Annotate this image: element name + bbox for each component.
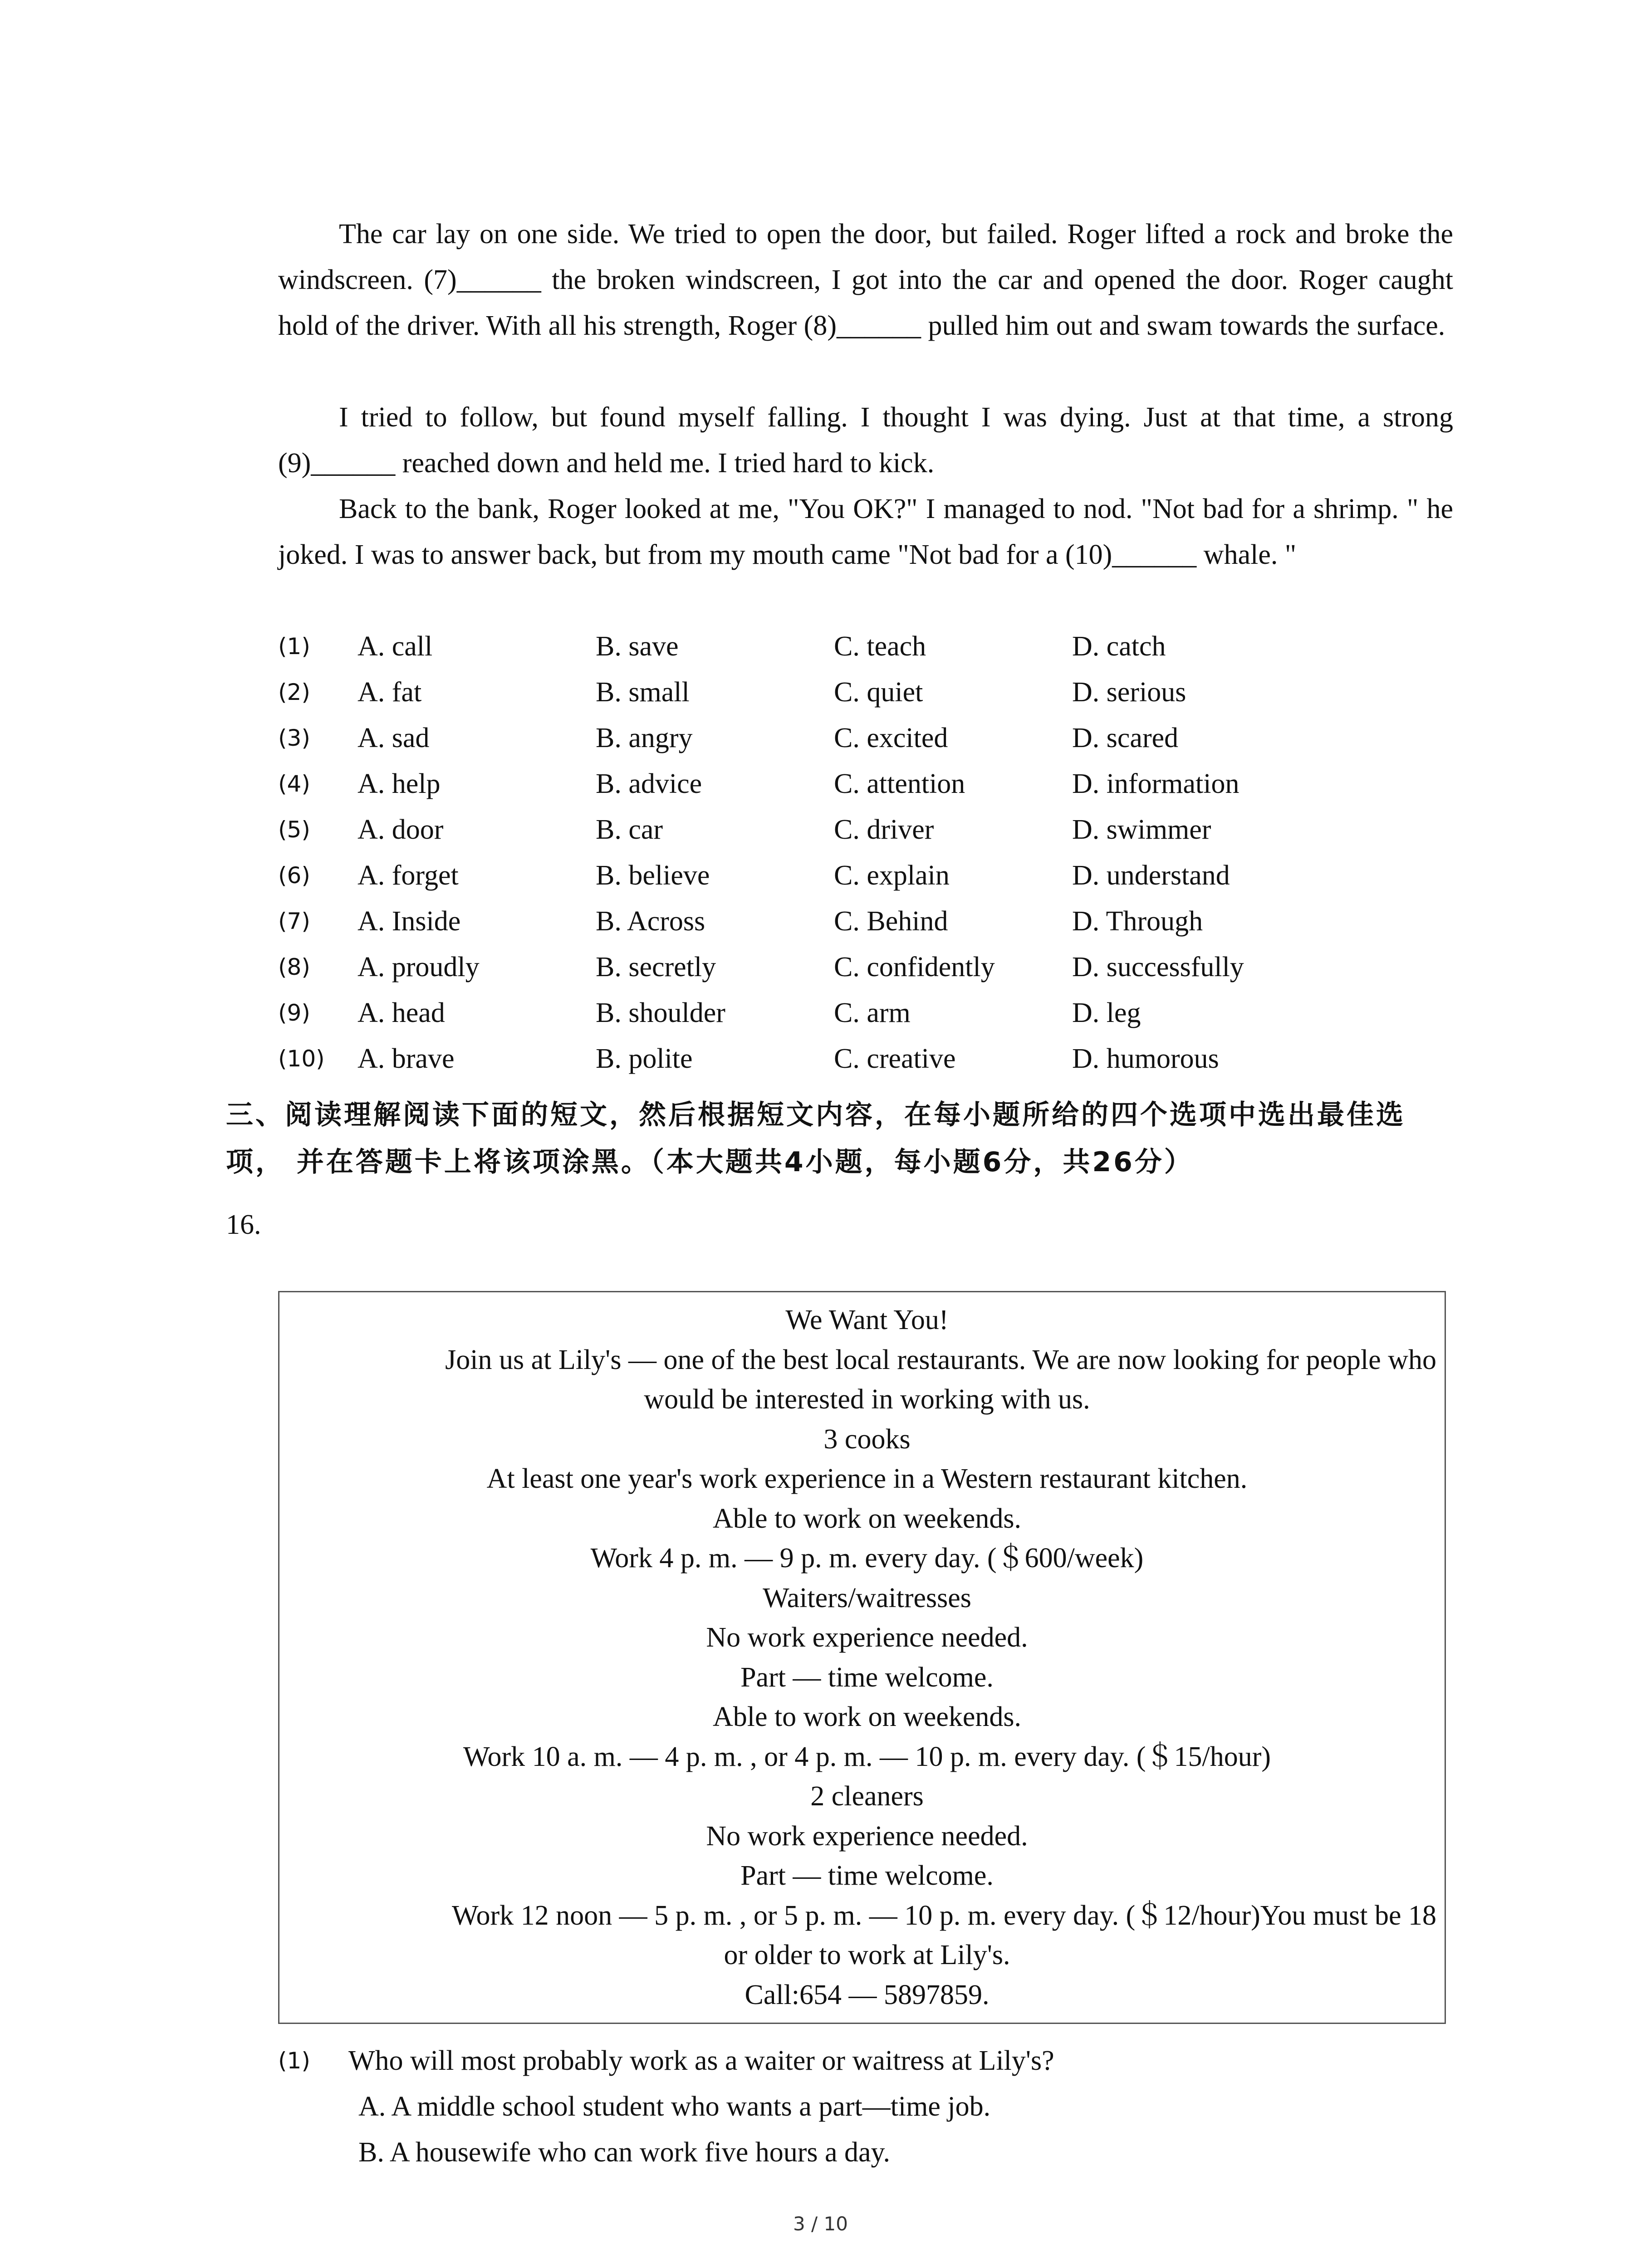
option-b: B. advice	[596, 768, 702, 799]
option-b: B. secretly	[596, 952, 716, 982]
ad-line: Part — time welcome.	[740, 1662, 994, 1693]
question-number: 16.	[226, 1209, 261, 1240]
ad-line: No work experience needed.	[706, 1622, 1028, 1653]
option-d: D. understand	[1072, 860, 1230, 891]
option-d: D. catch	[1072, 631, 1166, 662]
option-d: D. leg	[1072, 997, 1141, 1028]
ad-line: Work 4 p. m. — 9 p. m. every day. (＄600/week)	[590, 1543, 1144, 1574]
choice-text: A. A middle school student who wants a part—time job.	[358, 2091, 991, 2122]
question-1-number: (1)	[278, 2048, 310, 2074]
option-a: A. brave	[358, 1043, 455, 1074]
option-number: (1)	[278, 633, 310, 660]
option-c: C. confidently	[834, 952, 995, 982]
option-a: A. sad	[358, 723, 430, 753]
option-row	[278, 624, 1453, 670]
option-a: A. forget	[358, 860, 459, 891]
option-b: B. shoulder	[596, 997, 725, 1028]
option-row	[278, 853, 1453, 899]
option-b: B. polite	[596, 1043, 693, 1074]
passage-paragraph-1	[278, 211, 1453, 349]
question-1-choice-b	[278, 2130, 1453, 2175]
ad-heading-cooks: 3 cooks	[823, 1423, 911, 1455]
options-table	[278, 624, 1453, 1082]
option-c: C. excited	[834, 723, 948, 753]
option-row	[278, 899, 1453, 944]
passage-paragraph-3	[278, 486, 1453, 578]
option-number: (5)	[278, 816, 310, 843]
ad-line: Work 10 a. m. — 4 p. m. , or 4 p. m. — 10 p. m. every day. (＄15/hour)	[463, 1741, 1271, 1772]
passage-paragraph-2	[278, 395, 1453, 486]
option-c: C. quiet	[834, 677, 923, 708]
option-number: (7)	[278, 908, 310, 934]
ad-line: Work 12 noon — 5 p. m. , or 5 p. m. — 10 p. m. every day. (＄12/hour)You must be 18	[451, 1900, 1436, 1931]
option-row	[278, 944, 1453, 990]
advertisement-text	[298, 1300, 1436, 2015]
option-row	[278, 807, 1453, 853]
option-d: D. scared	[1072, 723, 1179, 753]
question-1	[278, 2038, 1453, 2175]
ad-heading-waiters: Waiters/waitresses	[763, 1582, 971, 1613]
option-c: C. explain	[834, 860, 950, 891]
option-a: A. fat	[358, 677, 422, 708]
option-number: (9)	[278, 1000, 310, 1026]
option-b: B. angry	[596, 723, 693, 753]
option-d: D. information	[1072, 768, 1239, 799]
option-row	[278, 715, 1453, 761]
ad-intro-line: Join us at Lily's — one of the best local restaurants. We are now looking for people who	[445, 1344, 1436, 1375]
option-b: B. believe	[596, 860, 710, 891]
option-c: C. Behind	[834, 906, 948, 937]
passage-text-2: I tried to follow, but found myself falling. I thought I was dying. Just at that time, a strong (9)______ reached down and held me. I tried hard to kick.	[278, 402, 1453, 479]
ad-line: At least one year's work experience in a Western restaurant kitchen.	[486, 1463, 1248, 1494]
option-number: (8)	[278, 954, 310, 980]
option-b: B. save	[596, 631, 679, 662]
ad-line: Able to work on weekends.	[712, 1503, 1022, 1534]
option-row	[278, 1036, 1453, 1082]
option-a: A. head	[358, 997, 445, 1028]
question-1-stem-row	[278, 2038, 1453, 2084]
option-number: (6)	[278, 862, 310, 889]
option-row	[278, 990, 1453, 1036]
option-d: D. humorous	[1072, 1043, 1219, 1074]
choice-text: B. A housewife who can work five hours a day.	[358, 2137, 891, 2168]
option-b: B. car	[596, 814, 663, 845]
advertisement-box	[278, 1291, 1446, 2024]
option-a: A. proudly	[358, 952, 480, 982]
option-a: A. Inside	[358, 906, 461, 937]
option-c: C. creative	[834, 1043, 956, 1074]
option-c: C. driver	[834, 814, 934, 845]
option-number: (4)	[278, 771, 310, 797]
option-b: B. small	[596, 677, 690, 708]
option-number: (3)	[278, 725, 310, 751]
ad-contact: Call:654 — 5897859.	[745, 1979, 989, 2010]
ad-line: No work experience needed.	[706, 1820, 1028, 1852]
passage-text-3: Back to the bank, Roger looked at me, "You OK?" I managed to nod. "Not bad for a shrimp. " he joked. I was to answer back, but from my mouth came "Not bad for a (10)______ whale. "	[278, 494, 1453, 570]
option-c: C. attention	[834, 768, 965, 799]
ad-title: We Want You!	[785, 1305, 949, 1335]
page-number: 3 / 10	[793, 2213, 848, 2235]
ad-line: Part — time welcome.	[740, 1860, 994, 1891]
option-row	[278, 761, 1453, 807]
ad-intro-line: would be interested in working with us.	[644, 1384, 1090, 1415]
ad-line: Able to work on weekends.	[712, 1701, 1022, 1732]
option-d: D. serious	[1072, 677, 1186, 708]
option-a: A. call	[358, 631, 433, 662]
option-c: C. teach	[834, 631, 926, 662]
option-a: A. door	[358, 814, 444, 845]
option-d: D. Through	[1072, 906, 1203, 937]
ad-heading-cleaners: 2 cleaners	[810, 1781, 924, 1812]
question-1-choice-a	[278, 2084, 1453, 2130]
passage-text-1: The car lay on one side. We tried to open the door, but failed. Roger lifted a rock and broke the windscreen. (7)______ the broken windscreen, I got into the car and opened the door. Roger caught hold of the driver. With all his strength, Roger (8)______ pulled him out and swam towards the surface.	[278, 219, 1453, 341]
question-1-stem: Who will most probably work as a waiter or waitress at Lily's?	[348, 2045, 1054, 2076]
option-number: (2)	[278, 679, 310, 705]
option-number: (10)	[278, 1046, 325, 1072]
option-d: D. successfully	[1072, 952, 1244, 982]
option-d: D. swimmer	[1072, 814, 1211, 845]
ad-line: or older to work at Lily's.	[724, 1940, 1010, 1970]
option-row	[278, 670, 1453, 715]
option-c: C. arm	[834, 997, 911, 1028]
option-a: A. help	[358, 768, 441, 799]
section-heading: 三、阅读理解阅读下面的短文，然后根据短文内容，在每小题所给的四个选项中选出最佳选项， 并在答题卡上将该项涂黑。（本大题共4小题，每小题6分，共26分）	[226, 1099, 1406, 1178]
option-b: B. Across	[596, 906, 705, 937]
